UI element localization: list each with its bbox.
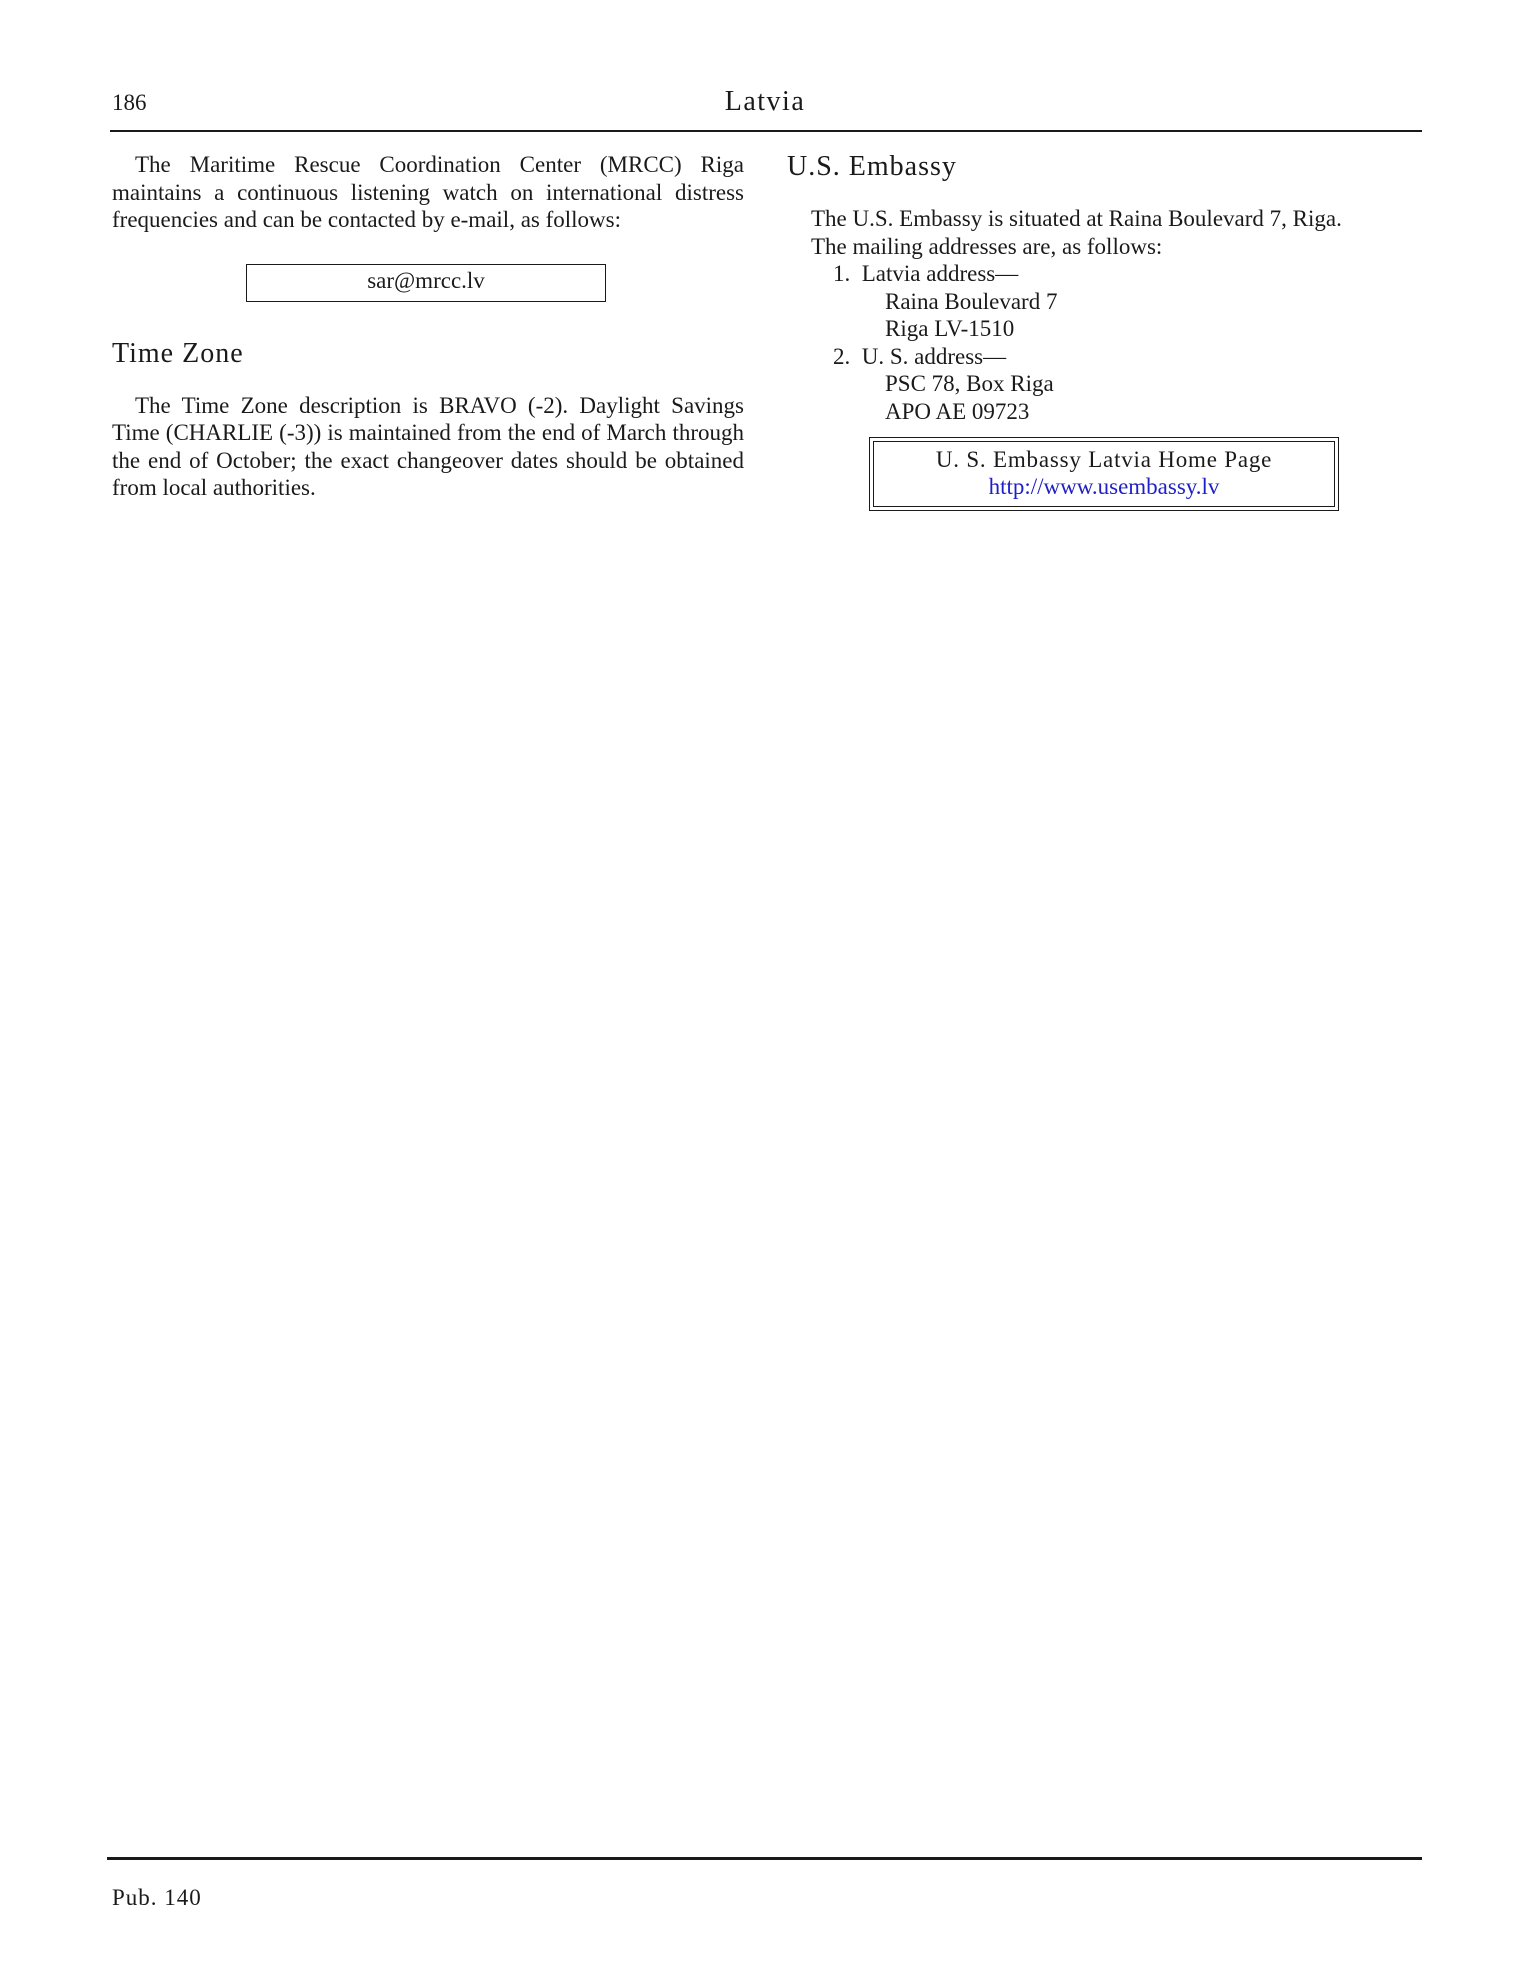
us-address-line: APO AE 09723 [885, 398, 1030, 424]
us-address-line: PSC 78, Box Riga [885, 371, 1054, 396]
latvia-address-label: 1. Latvia address— [833, 261, 1019, 286]
footer-rule [107, 1857, 1422, 1860]
publication-number: Pub. 140 [112, 1885, 202, 1910]
right-column [787, 151, 1407, 511]
header-rule [110, 130, 1422, 132]
running-title: Latvia [724, 86, 806, 117]
embassy-homepage-link[interactable]: http://www.usembassy.lv [988, 474, 1220, 499]
latvia-address-line: Raina Boulevard 7 [885, 288, 1058, 314]
time-zone-heading: Time Zone [112, 337, 244, 369]
embassy-info [811, 205, 1407, 425]
time-zone-paragraph: The Time Zone description is BRAVO (-2). Daylight Savings Time (CHARLIE (-3)) is maintained from the end of March through the end of October; the exact changeover dates should be obtained from local authorities. [112, 392, 744, 500]
embassy-homepage-inner [873, 441, 1335, 507]
us-address-label: 2. U. S. address— [833, 343, 1007, 369]
latvia-address-line: Riga LV-1510 [885, 316, 1015, 341]
mrcc-paragraph: The Maritime Rescue Coordination Center (MRCC) Riga maintains a continuous listening watch on international distress frequencies and can be contacted by e-mail, as follows: [112, 152, 744, 232]
page-number: 186 [112, 90, 147, 115]
left-column [112, 151, 744, 502]
embassy-intro-line-1: The U.S. Embassy is situated at Raina Boulevard 7, Riga. [811, 206, 1342, 231]
embassy-homepage-box [869, 437, 1339, 511]
embassy-homepage-title: U. S. Embassy Latvia Home Page [935, 447, 1273, 472]
us-embassy-heading: U.S. Embassy [787, 151, 957, 182]
mrcc-email-box: sar@mrcc.lv [246, 264, 606, 302]
embassy-intro-line-2: The mailing addresses are, as follows: [811, 233, 1163, 259]
